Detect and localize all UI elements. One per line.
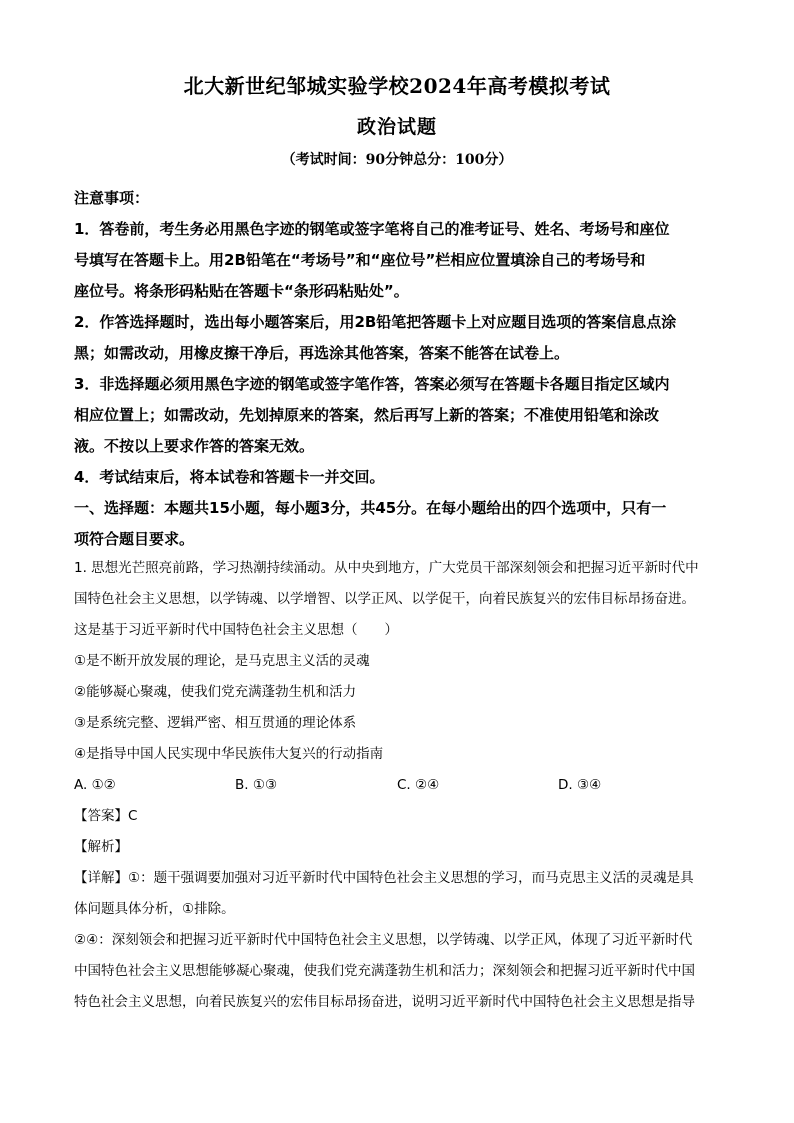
detail-line bbox=[74, 863, 726, 894]
notes-line: 2．作答选择题时，选出每小题答案后，用2B铅笔把答题卡上对应题目选项的答案信息点涂 bbox=[74, 313, 677, 331]
statement-3: ③是系统完整、逻辑严密、相互贯通的理论体系 bbox=[74, 715, 357, 731]
notes-line: 3．非选择题必须用黑色字迹的钢笔或签字笔作答，答案必须写在答题卡各题目指定区域内 bbox=[74, 375, 670, 393]
option-b: B. ①③ bbox=[235, 777, 278, 793]
detail-line: 特色社会主义思想，向着民族复兴的宏伟目标昂扬奋进，说明习近平新时代中国特色社会主义思想是指导 bbox=[74, 994, 695, 1010]
detail-line: ②④：深刻领会和把握习近平新时代中国特色社会主义思想，以学铸魂、以学正风，体现了习近平新时代 bbox=[74, 932, 693, 948]
option-c: C. ②④ bbox=[397, 777, 440, 793]
answer-line bbox=[74, 801, 726, 832]
section-heading: 一、选择题：本题共15小题，每小题3分，共45分。在每小题给出的四个选项中，只有一 bbox=[74, 499, 667, 517]
section-heading: 项符合题目要求。 bbox=[74, 530, 195, 548]
option-a: A. ①② bbox=[74, 777, 116, 793]
statement-4: ④是指导中国人民实现中华民族伟大复兴的行动指南 bbox=[74, 746, 384, 762]
notes-line: 液。不按以上要求作答的答案无效。 bbox=[74, 437, 315, 455]
question-stem-line: 这是基于习近平新时代中国特色社会主义思想（ ） bbox=[74, 622, 398, 638]
notes-line: 号填写在答题卡上。用2B铅笔在“考场号”和“座位号”栏相应位置填涂自己的考场号和 bbox=[74, 251, 646, 269]
notes-line: 黑；如需改动，用橡皮擦干净后，再选涂其他答案，答案不能答在试卷上。 bbox=[74, 344, 570, 362]
detail-line: 体问题具体分析，①排除。 bbox=[74, 901, 235, 917]
notes-heading: 注意事项： bbox=[74, 189, 150, 207]
detail-text: ①：题干强调要加强对习近平新时代中国特色社会主义思想的学习，而马克思主义活的灵魂是具 bbox=[128, 870, 694, 886]
statement-1: ①是不断开放发展的理论，是马克思主义活的灵魂 bbox=[74, 653, 370, 669]
exam-notes bbox=[74, 183, 724, 555]
notes-line: 相应位置上；如需改动，先划掉原来的答案，然后再写上新的答案；不准使用铅笔和涂改 bbox=[74, 406, 660, 424]
question-1 bbox=[74, 553, 726, 1018]
answer-value: C bbox=[128, 808, 138, 824]
answer-tag: 【答案】 bbox=[74, 808, 128, 824]
school-exam-title: 北大新世纪邹城实验学校2024年高考模拟考试 bbox=[183, 74, 611, 98]
notes-line: 4．考试结束后，将本试卷和答题卡一并交回。 bbox=[74, 468, 385, 486]
analysis-tag: 【解析】 bbox=[74, 839, 128, 855]
notes-line: 1．答卷前，考生务必用黑色字迹的钢笔或签字笔将自己的准考证号、姓名、考场号和座位 bbox=[74, 220, 670, 238]
question-stem-line: 国特色社会主义思想，以学铸魂、以学增智、以学正风、以学促干，向着民族复兴的宏伟目标昂扬奋进。 bbox=[74, 591, 695, 607]
exam-time-info: （考试时间：90分钟总分：100分） bbox=[281, 152, 513, 168]
subject-title: 政治试题 bbox=[356, 116, 437, 138]
option-d: D. ③④ bbox=[558, 777, 602, 793]
answer-options bbox=[74, 770, 726, 801]
question-stem-line: 1. 思想光芒照亮前路，学习热潮持续涌动。从中央到地方，广大党员干部深刻领会和把握习近平新时代中 bbox=[74, 560, 699, 576]
detail-line: 中国特色社会主义思想能够凝心聚魂，使我们党充满蓬勃生机和活力；深刻领会和把握习近平新时代中国 bbox=[74, 963, 695, 979]
statement-2: ②能够凝心聚魂，使我们党充满蓬勃生机和活力 bbox=[74, 684, 357, 700]
notes-line: 座位号。将条形码粘贴在答题卡“条形码粘贴处”。 bbox=[74, 282, 409, 300]
detail-tag: 【详解】 bbox=[74, 870, 128, 886]
